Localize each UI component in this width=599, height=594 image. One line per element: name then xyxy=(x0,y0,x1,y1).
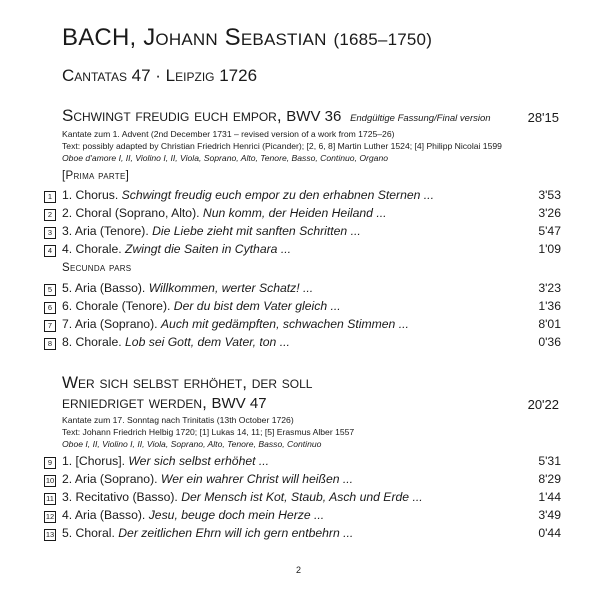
work-duration: 28'15 xyxy=(527,110,559,125)
instrumentation: Oboe I, II, Violino I, II, Viola, Soprano, Alto, Tenore, Basso, Continuo xyxy=(62,439,322,449)
meta-line: Kantate zum 1. Advent (2nd December 1731 – revised version of a work from 1725–26) xyxy=(62,129,395,139)
track-duration: 3'26 xyxy=(538,206,561,220)
track-number: 8 xyxy=(44,338,56,350)
composer-dates: (1685–1750) xyxy=(333,30,433,49)
track-duration: 0'36 xyxy=(538,335,561,349)
track-label: 1. [Chorus]. xyxy=(62,454,125,468)
track-label: 7. Aria (Soprano). xyxy=(62,317,158,331)
track-number: 13 xyxy=(45,530,55,539)
track-row[interactable] xyxy=(44,335,561,353)
track-label: 4. Aria (Basso). xyxy=(62,508,146,522)
track-number: 1 xyxy=(44,191,56,203)
track-row[interactable] xyxy=(44,472,561,490)
work-title-text: erniedriget werden, xyxy=(62,393,207,412)
track-number: 10 xyxy=(45,476,55,485)
track-number: 3 xyxy=(44,227,56,239)
meta-line: Text: Johann Friedrich Helbig 1720; [1] Lukas 14, 11; [5] Erasmus Alber 1557 xyxy=(62,427,355,437)
bwv-number: BWV 36 xyxy=(286,108,342,125)
album-subtitle: Cantatas 47 · Leipzig 1726 xyxy=(62,66,258,85)
track-number: 2 xyxy=(44,209,56,221)
track-row[interactable] xyxy=(44,526,561,544)
track-row[interactable] xyxy=(44,508,561,526)
track-label: 8. Chorale. xyxy=(62,335,122,349)
track-row[interactable] xyxy=(44,317,561,335)
track-duration: 3'23 xyxy=(538,281,561,295)
track-number: 4 xyxy=(44,245,56,257)
track-row[interactable] xyxy=(44,224,561,242)
track-duration: 3'49 xyxy=(538,508,561,522)
track-label: 6. Chorale (Tenore). xyxy=(62,299,171,313)
bwv-number: BWV 47 xyxy=(211,395,267,412)
meta-line: Kantate zum 17. Sonntag nach Trinitatis (13th October 1726) xyxy=(62,415,294,425)
track-row[interactable] xyxy=(44,454,561,472)
work-title xyxy=(62,106,491,126)
work-meta xyxy=(62,128,502,164)
track-duration: 1'44 xyxy=(538,490,561,504)
track-incipit: Willkommen, werter Schatz! ... xyxy=(148,281,314,295)
composer-title xyxy=(62,24,432,52)
track-label: 3. Aria (Tenore). xyxy=(62,224,149,238)
track-incipit: Schwingt freudig euch empor zu den erhabnen Sternen ... xyxy=(121,188,434,202)
track-label: 5. Aria (Basso). xyxy=(62,281,146,295)
track-row[interactable] xyxy=(44,281,561,299)
version-note: Endgültige Fassung/Final version xyxy=(350,113,491,124)
track-incipit: Jesu, beuge doch mein Herze ... xyxy=(148,508,325,522)
track-label: 2. Aria (Soprano). xyxy=(62,472,158,486)
work-title: Wer sich selbst erhöhet, der soll xyxy=(62,373,313,392)
track-duration: 5'31 xyxy=(538,454,561,468)
track-duration: 1'09 xyxy=(538,242,561,256)
work-title xyxy=(62,393,267,413)
track-row[interactable] xyxy=(44,490,561,508)
track-incipit: Lob sei Gott, dem Vater, ton ... xyxy=(125,335,290,349)
composer-name: BACH, Johann Sebastian xyxy=(62,24,327,51)
track-row[interactable] xyxy=(44,188,561,206)
track-duration: 0'44 xyxy=(538,526,561,540)
part-heading: [Prima parte] xyxy=(62,170,130,182)
track-label: 4. Chorale. xyxy=(62,242,122,256)
track-label: 1. Chorus. xyxy=(62,188,119,202)
track-duration: 3'53 xyxy=(538,188,561,202)
track-label: 3. Recitativo (Basso). xyxy=(62,490,178,504)
track-incipit: Wer ein wahrer Christ will heißen ... xyxy=(160,472,354,486)
track-duration: 8'01 xyxy=(538,317,561,331)
track-duration: 1'36 xyxy=(538,299,561,313)
track-incipit: Der Mensch ist Kot, Staub, Asch und Erde ... xyxy=(181,490,423,504)
track-incipit: Auch mit gedämpften, schwachen Stimmen ... xyxy=(160,317,409,331)
work-duration: 20'22 xyxy=(527,397,559,412)
track-row[interactable] xyxy=(44,299,561,317)
track-number: 11 xyxy=(44,493,56,505)
track-label: 2. Choral (Soprano, Alto). xyxy=(62,206,200,220)
work-title-text: Schwingt freudig euch empor, xyxy=(62,106,282,125)
meta-line: Text: possibly adapted by Christian Friedrich Henrici (Picander); [2, 6, 8] Martin Luther 1524; [4] Philipp Nicolai 1599 xyxy=(62,141,502,151)
track-number: 5 xyxy=(44,284,56,296)
track-incipit: Der du bist dem Vater gleich ... xyxy=(173,299,341,313)
track-incipit: Nun komm, der Heiden Heiland ... xyxy=(202,206,387,220)
page-number: 2 xyxy=(296,565,302,575)
work-meta xyxy=(62,414,354,450)
track-duration: 5'47 xyxy=(538,224,561,238)
track-incipit: Wer sich selbst erhöhet ... xyxy=(128,454,270,468)
track-number: 6 xyxy=(44,302,56,314)
track-duration: 8'29 xyxy=(538,472,561,486)
track-incipit: Die Liebe zieht mit sanften Schritten ... xyxy=(152,224,361,238)
track-incipit: Der zeitlichen Ehrn will ich gern entbehrn ... xyxy=(118,526,354,540)
part-heading: Secunda pars xyxy=(62,262,132,274)
track-number: 12 xyxy=(45,512,55,521)
track-incipit: Zwingt die Saiten in Cythara ... xyxy=(125,242,291,256)
track-row[interactable] xyxy=(44,242,561,260)
track-label: 5. Choral. xyxy=(62,526,115,540)
track-number: 9 xyxy=(44,457,56,469)
track-row[interactable] xyxy=(44,206,561,224)
instrumentation: Oboe d'amore I, II, Violino I, II, Viola, Soprano, Alto, Tenore, Basso, Continuo, Organo xyxy=(62,153,389,163)
track-number: 7 xyxy=(44,320,56,332)
